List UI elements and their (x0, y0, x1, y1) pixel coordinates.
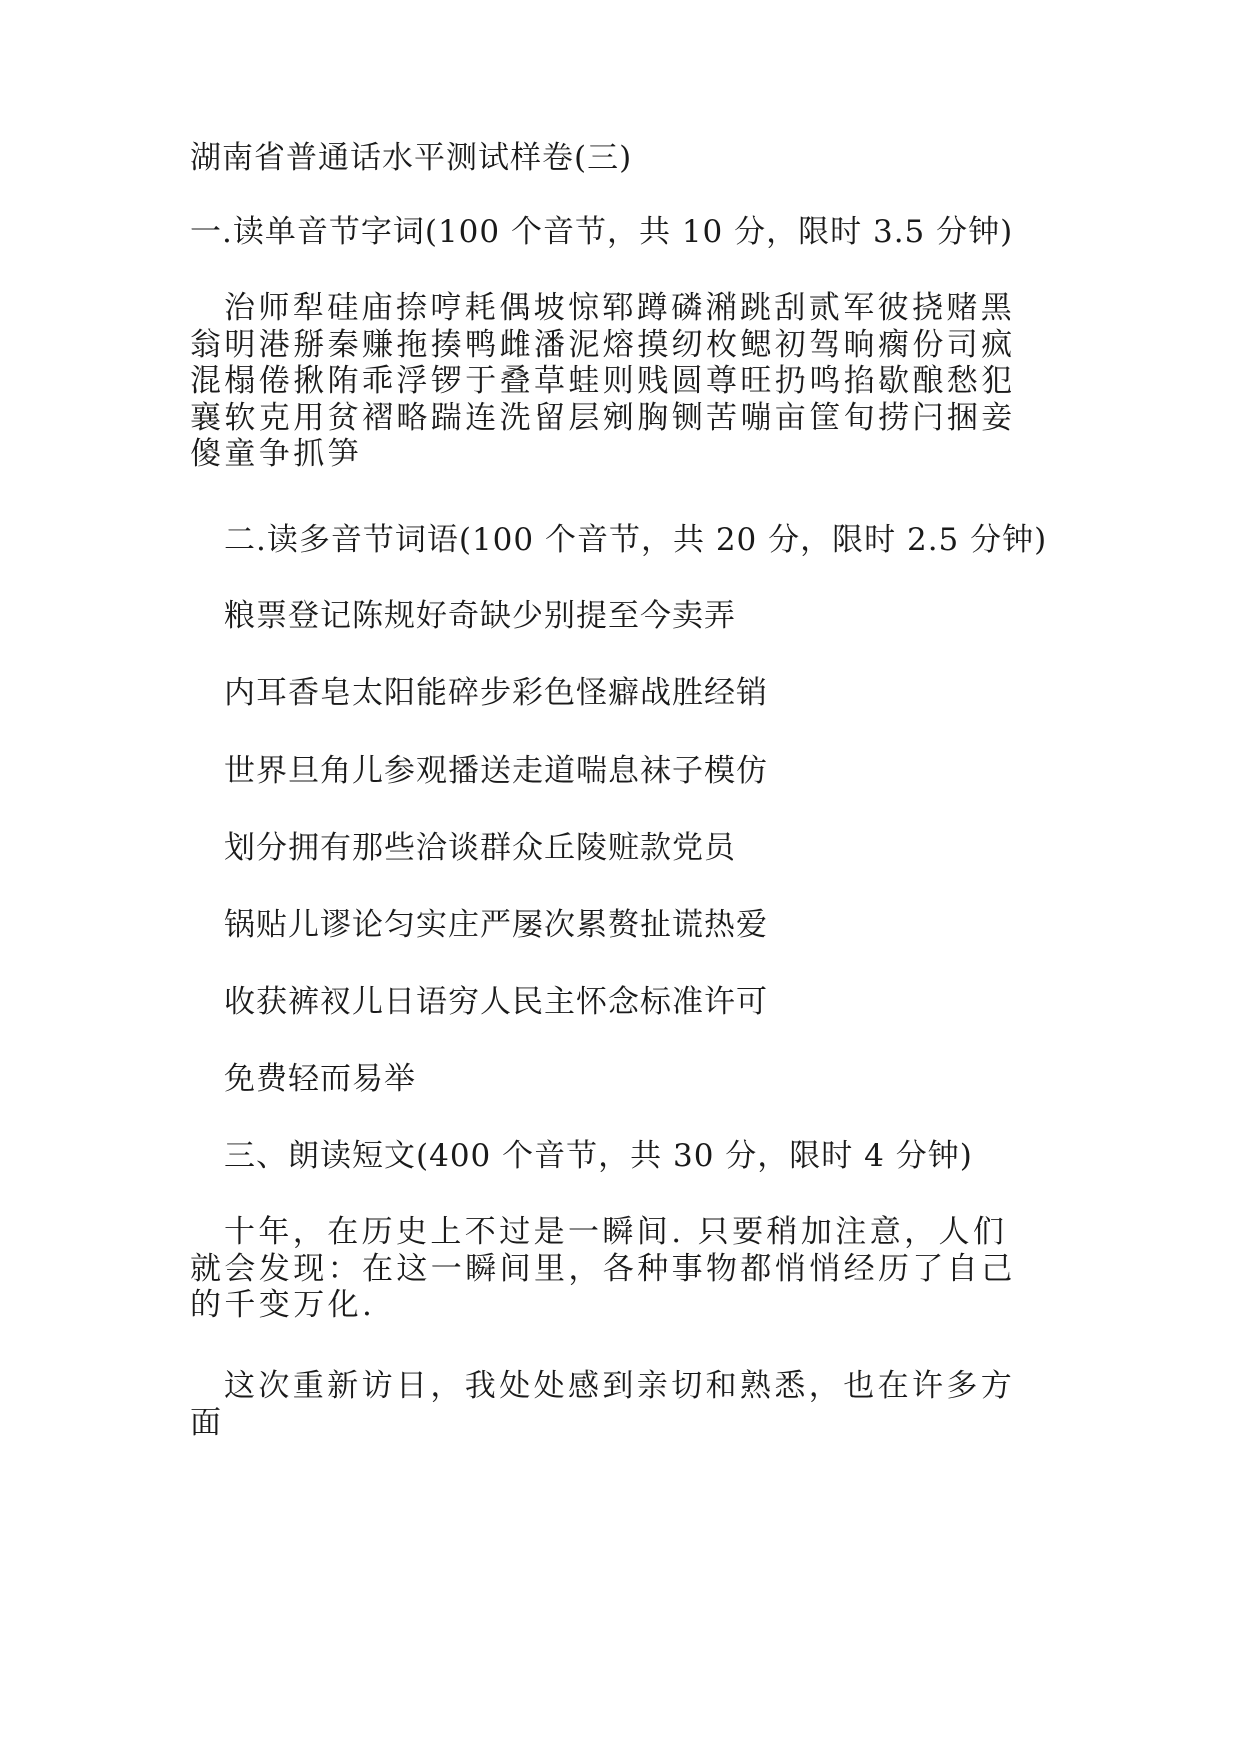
reading-paragraph-2: 这次重新访日，我处处感到亲切和熟悉，也在许多方面 (190, 1368, 1016, 1441)
section-2-heading: 二.读多音节词语(100 个音节，共 20 分，限时 2.5 分钟) (224, 522, 1048, 558)
word-list-line-7: 免费轻而易举 (224, 1061, 416, 1097)
section-3-heading: 三、朗读短文(400 个音节，共 30 分，限时 4 分钟) (224, 1138, 973, 1174)
section-1-characters: 治师犁硅庙捺哼耗偶坡惊郓蹲磷潲跳刮贰军彼挠赌黑翁明港掰秦赚拖揍鸭雌潘泥熔摸纫枚鳃初驾晌瘸份司疯混榻倦揪陏乖浮锣于叠草蛙则贱圆尊旺扔鸣掐歇酿愁犯襄软克用贫褶略踹连洗留层剜胸铡苦嘣亩筐旬捞闩捆妾傻童争抓笋 (190, 290, 1016, 472)
word-list-line-2: 内耳香皂太阳能碎步彩色怪癖战胜经销 (224, 675, 768, 711)
word-list-line-1: 粮票登记陈规好奇缺少别提至今卖弄 (224, 598, 736, 634)
word-list-line-4: 划分拥有那些洽谈群众丘陵赃款党员 (224, 830, 736, 866)
word-list-line-6: 收获裤衩儿日语穷人民主怀念标准许可 (224, 984, 768, 1020)
section-1-heading: 一.读单音节字词(100 个音节，共 10 分，限时 3.5 分钟) (190, 214, 1014, 250)
reading-paragraph-1: 十年，在历史上不过是一瞬间. 只要稍加注意，人们就会发现：在这一瞬间里，各种事物都悄悄经历了自己的千变万化. (190, 1214, 1016, 1323)
document-title: 湖南省普通话水平测试样卷(三) (190, 140, 633, 176)
word-list-line-3: 世界旦角儿参观播送走道喘息袜子模仿 (224, 753, 768, 789)
word-list-line-5: 锅贴儿谬论匀实庄严屡次累赘扯谎热爱 (224, 907, 768, 943)
